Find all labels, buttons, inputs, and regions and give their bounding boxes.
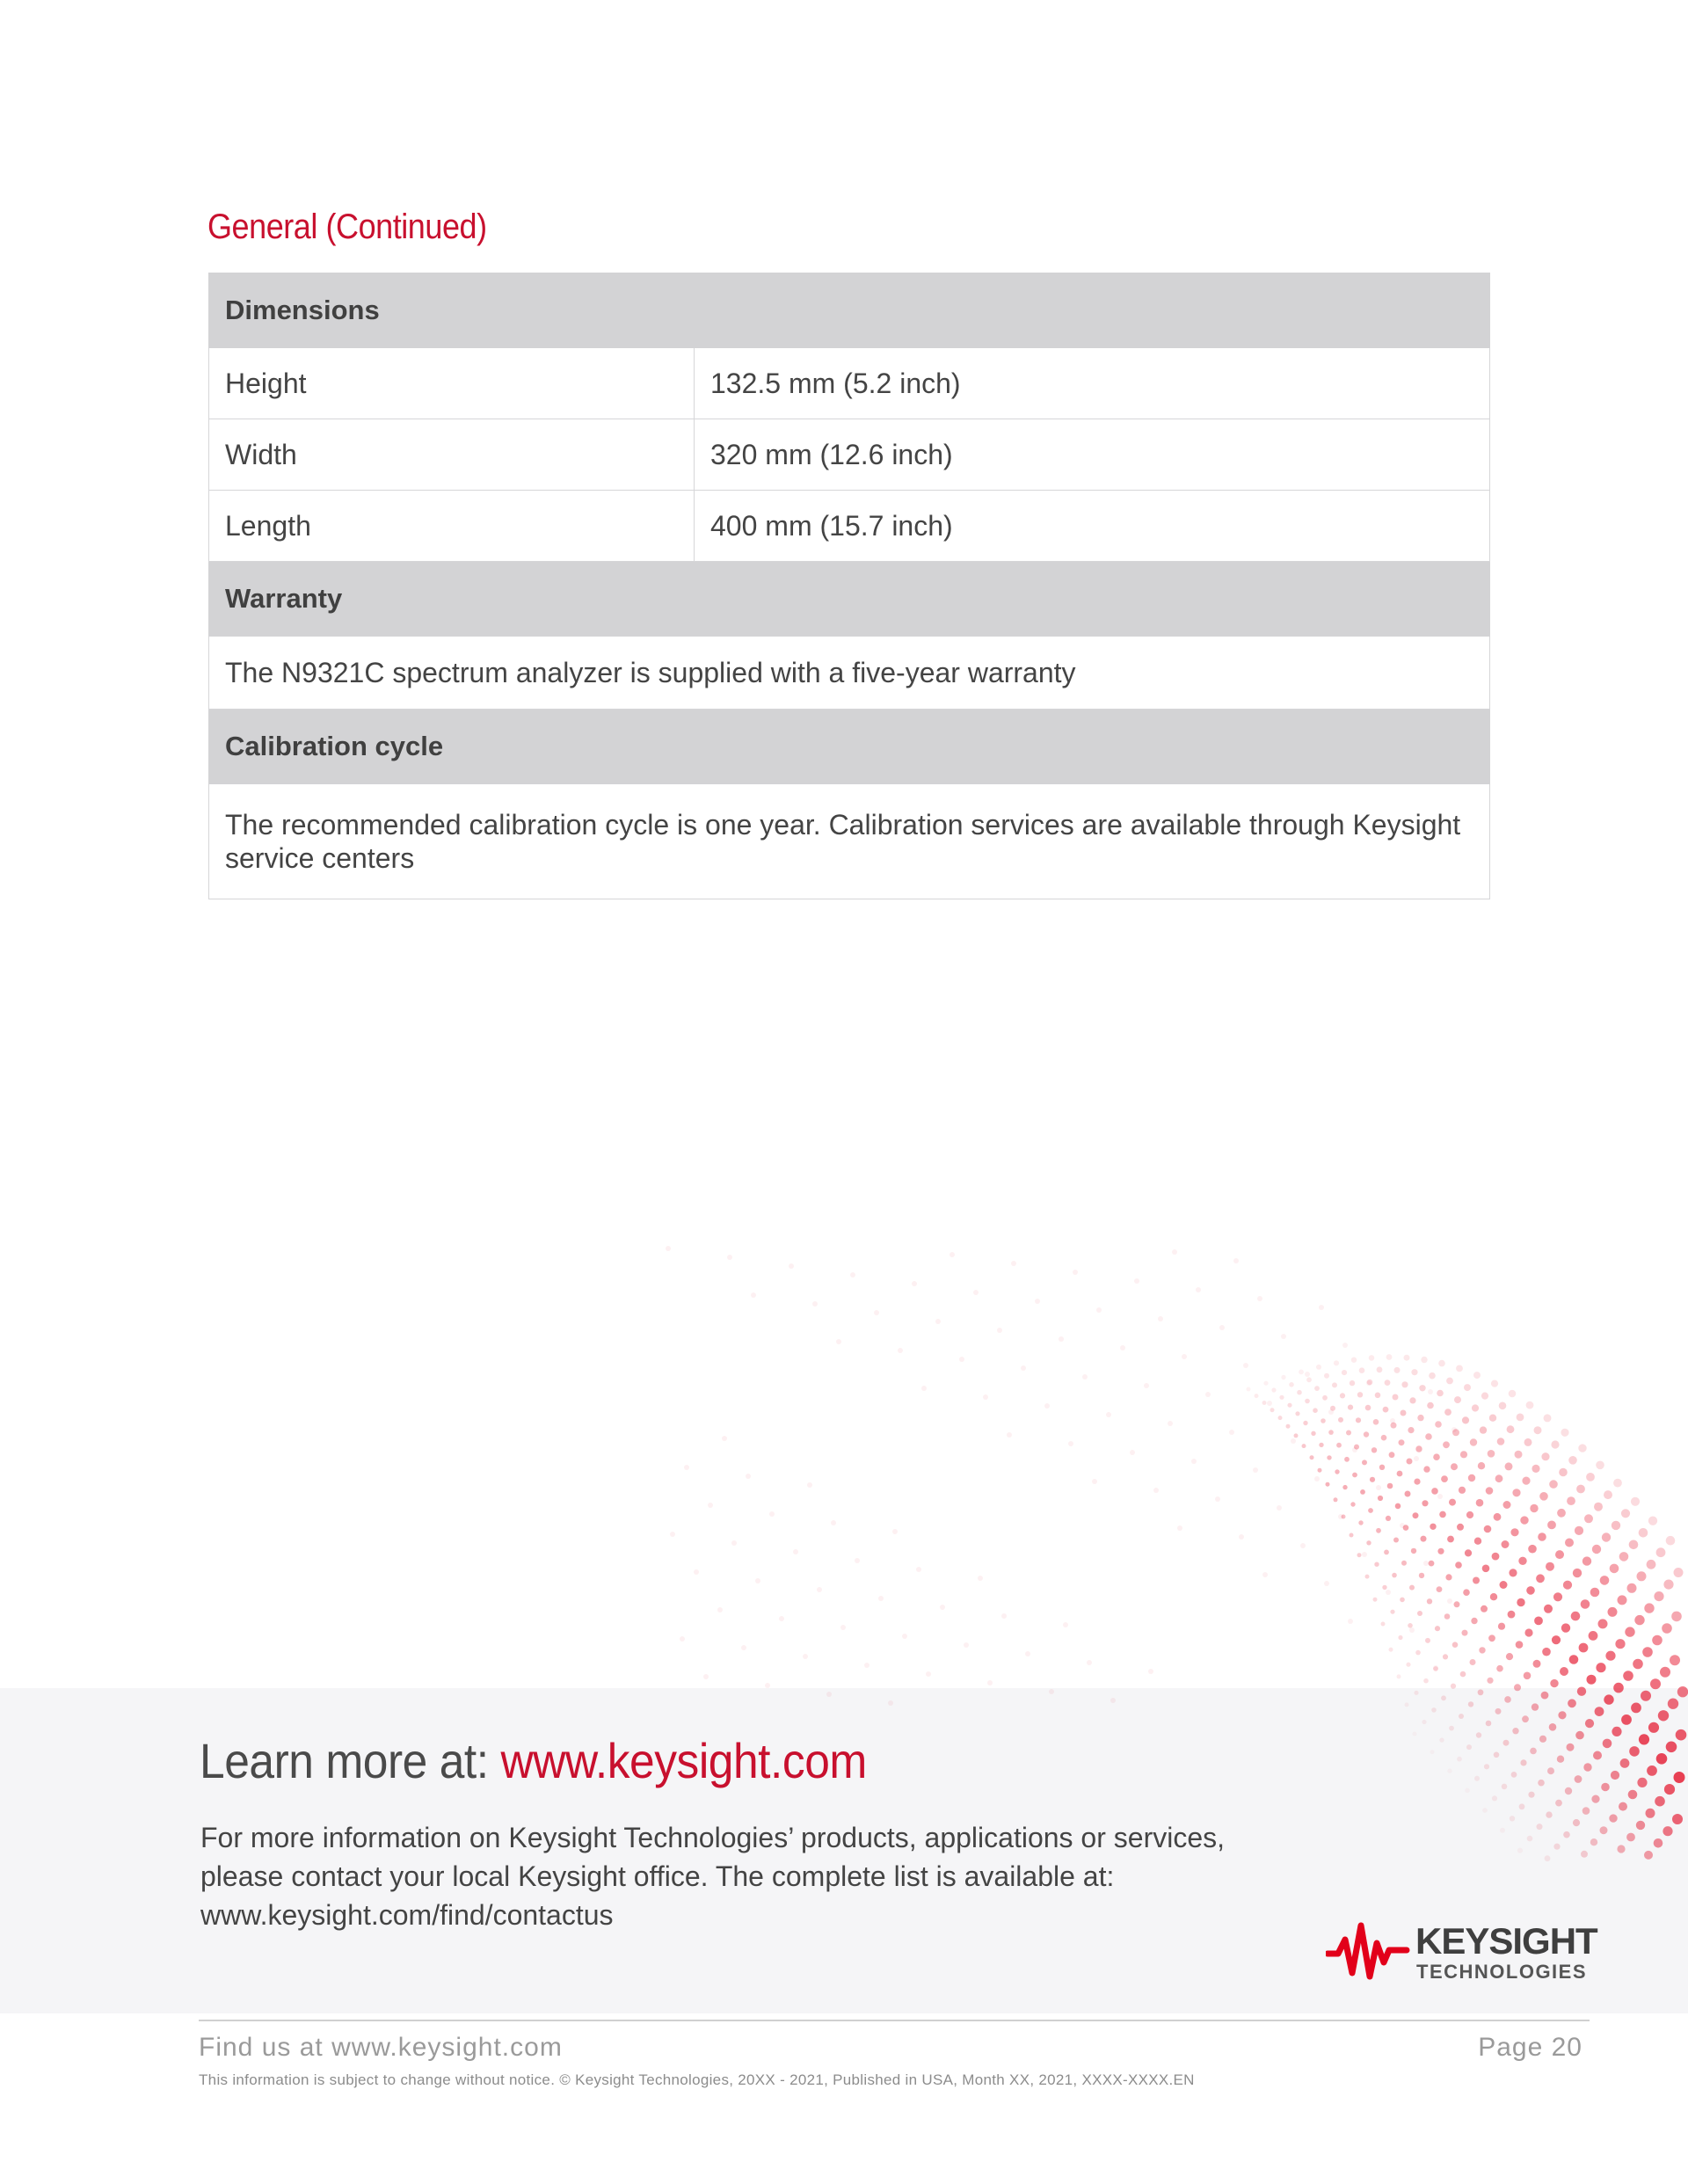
learn-more-title [200,1732,867,1789]
footer-website: Find us at www.keysight.com [199,2033,563,2062]
row-label: Width [209,419,695,491]
warranty-header: Warranty [209,562,1490,637]
learn-more-line: please contact your local Keysight office. The complete list is available at: [200,1860,1115,1892]
section-title: General (Continued) [207,207,487,246]
spec-table [208,273,1490,899]
table-row [209,784,1490,899]
calibration-line: The recommended calibration cycle is one year. Calibration services are available through Keysight [225,809,1461,841]
dimensions-header: Dimensions [209,273,1490,348]
table-row [209,491,1490,562]
footer-divider [199,2020,1590,2021]
page-number: Page 20 [1478,2033,1582,2062]
legal-note: This information is subject to change without notice. © Keysight Technologies, 20XX - 2021, Published in USA, Month XX, 2021, XXXX-XXXX.EN [199,2071,1195,2088]
row-label: Height [209,348,695,419]
table-header-row [209,273,1490,348]
contact-link[interactable]: www.keysight.com/find/contactus [200,1899,614,1931]
learn-more-link[interactable]: www.keysight.com [500,1733,867,1788]
table-row [209,419,1490,491]
row-value: 400 mm (15.7 inch) [695,491,1490,562]
logo-wordmark: KEYSIGHT [1415,1920,1597,1962]
table-row [209,637,1490,710]
learn-more-text [200,1818,1255,1934]
calibration-header: Calibration cycle [209,710,1490,784]
calibration-text [209,784,1490,899]
logo-subtitle: TECHNOLOGIES [1416,1961,1588,1983]
learn-more-line: For more information on Keysight Technologies’ products, applications or services, [200,1822,1226,1853]
warranty-text: The N9321C spectrum analyzer is supplied with a five-year warranty [209,637,1490,710]
calibration-line: service centers [225,842,415,874]
table-row [209,348,1490,419]
learn-more-prefix: Learn more at: [200,1733,501,1788]
row-label: Length [209,491,695,562]
table-header-row [209,562,1490,637]
row-value: 320 mm (12.6 inch) [695,419,1490,491]
row-value: 132.5 mm (5.2 inch) [695,348,1490,419]
table-header-row [209,710,1490,784]
